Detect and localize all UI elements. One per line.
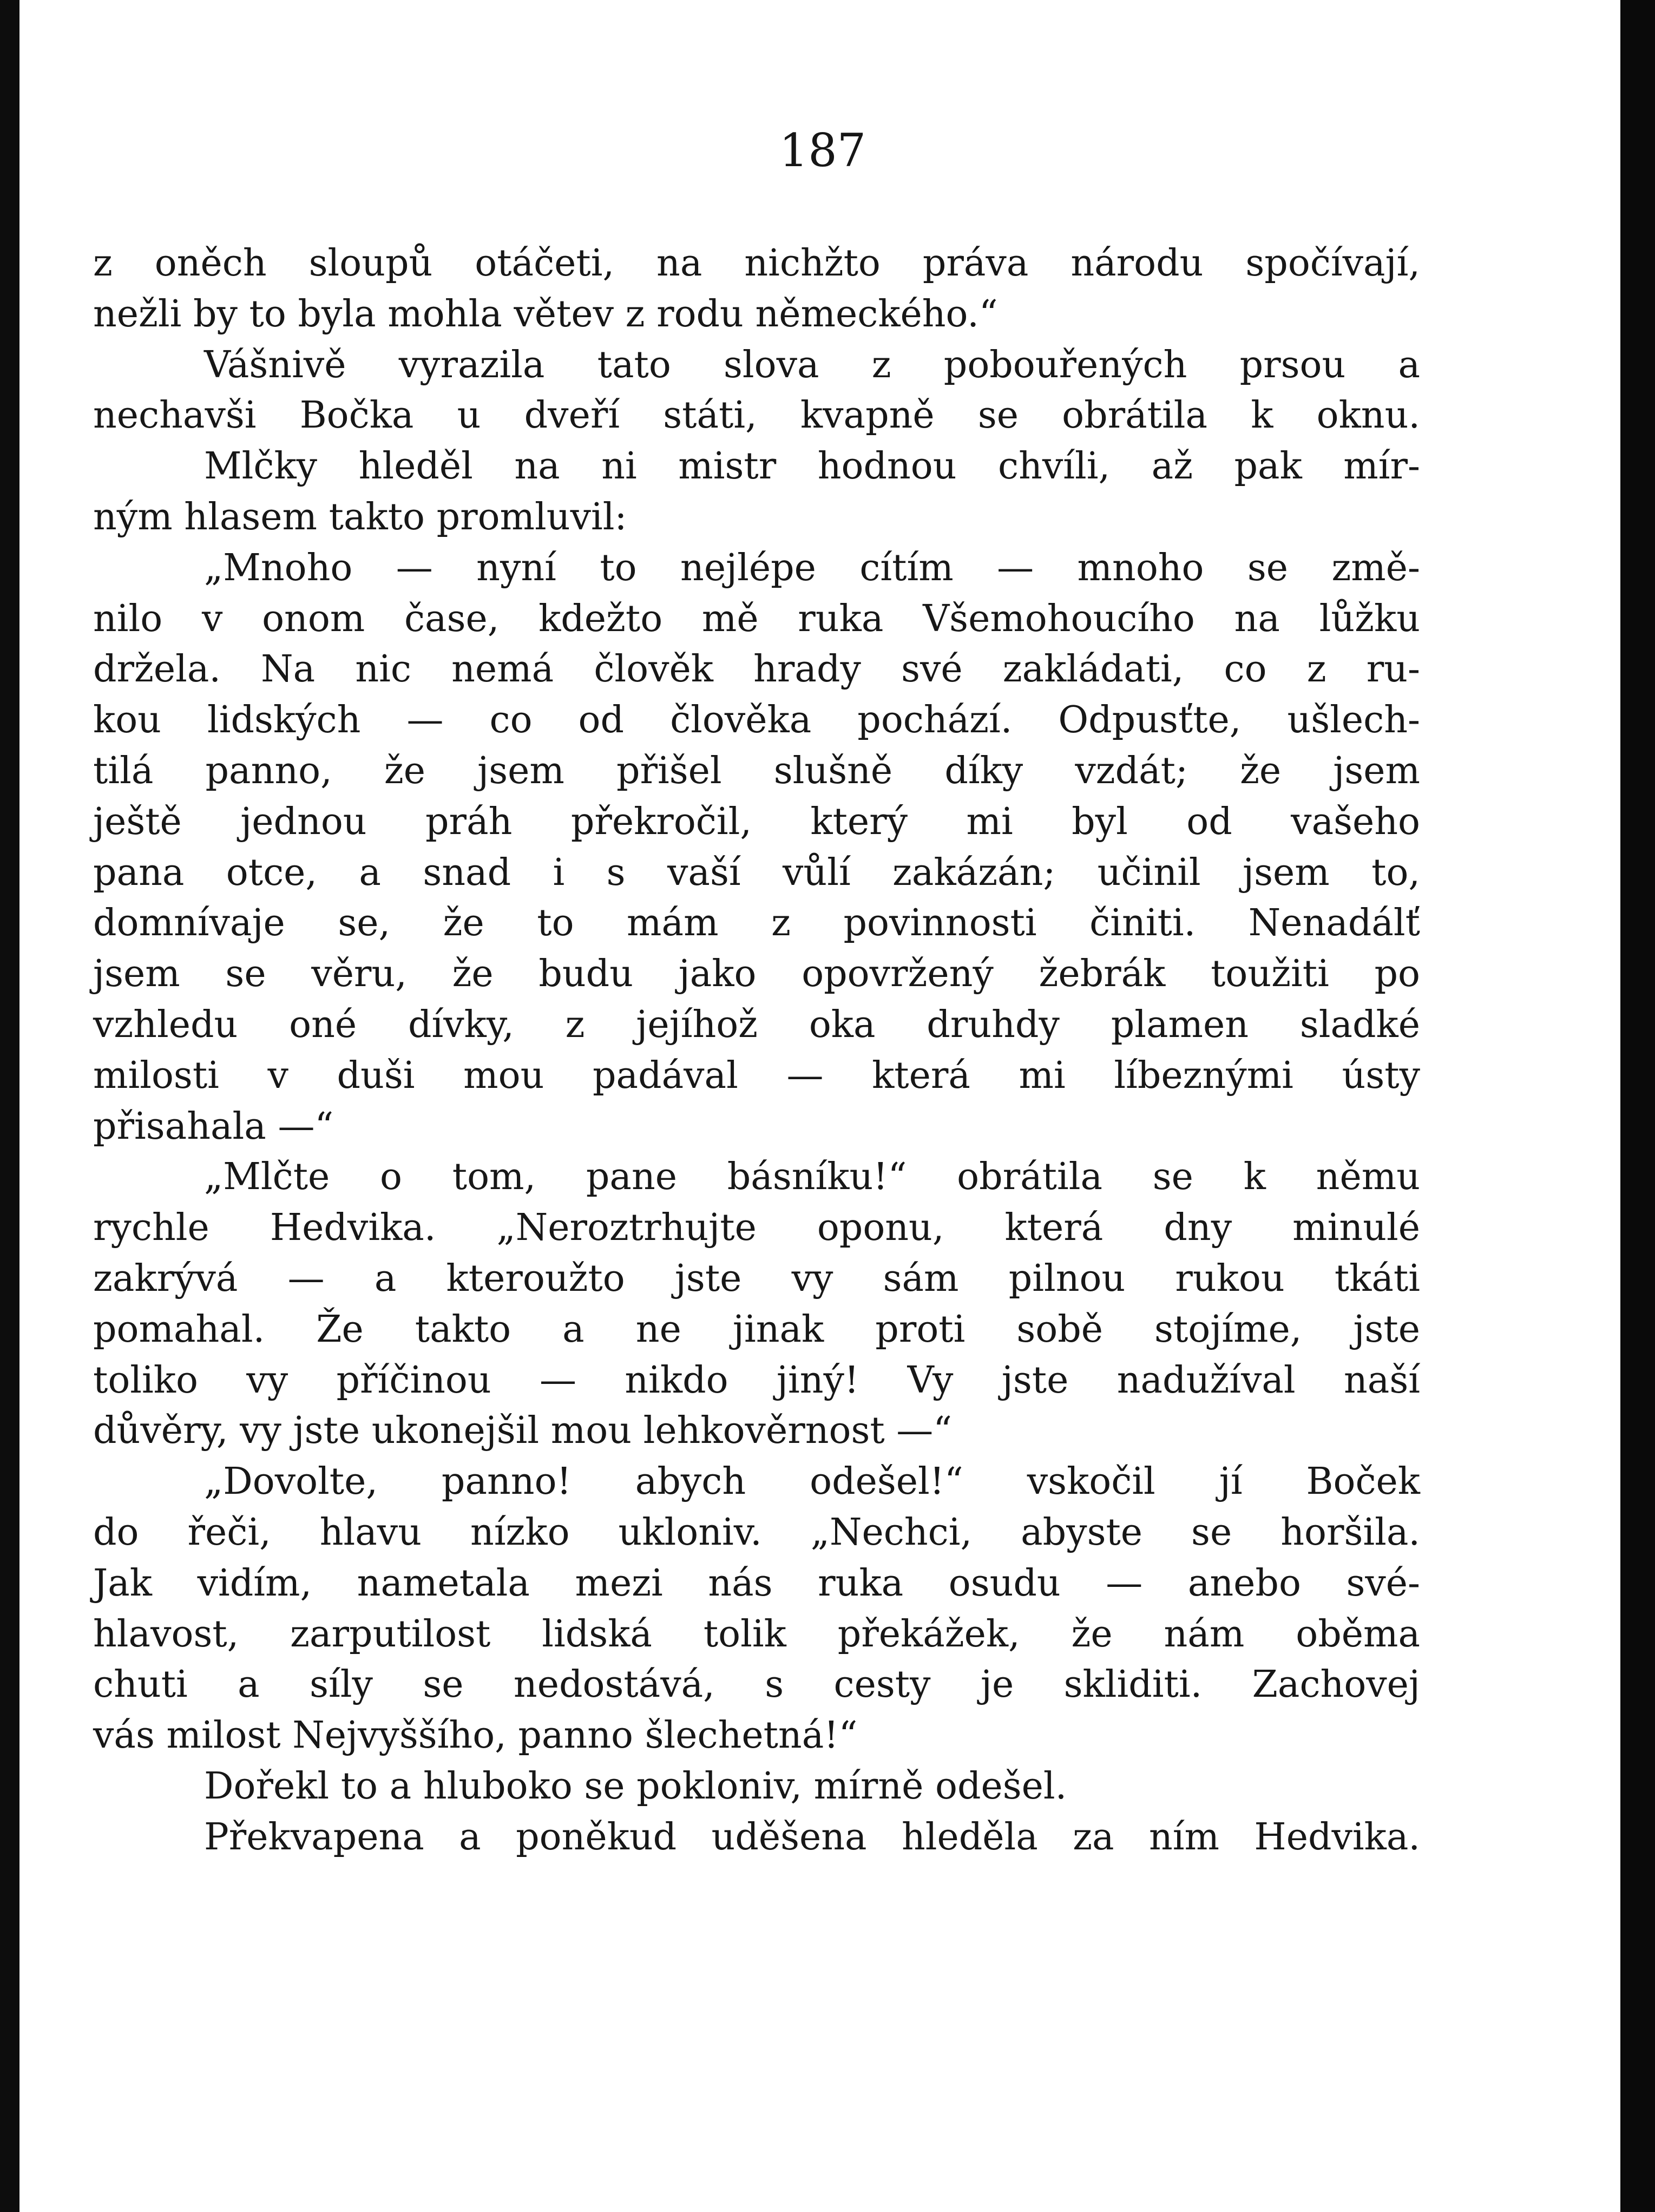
text-line: Vášnivě vyrazila tato slova z pobouřených prsou a [204,343,1420,386]
text-line: pana otce, a snad i s vaší vůlí zakázán; učinil jsem to, [93,851,1420,894]
text-line: rychle Hedvika. „Neroztrhujte oponu, která dny minulé [93,1206,1420,1250]
text-line: toliko vy příčinou — nikdo jiný! Vy jste nadužíval naší [93,1358,1420,1402]
text-line: tilá panno, že jsem přišel slušně díky vzdát; že jsem [93,749,1420,792]
text-line: Jak vidím, nametala mezi nás ruka osudu — anebo své- [93,1561,1420,1605]
book-page [19,0,1626,2212]
text-line: domnívaje se, že to mám z povinnosti činiti. Nenadálť [93,902,1420,945]
text-line: z oněch sloupů otáčeti, na nichžto práva národu spočívají, [93,242,1420,285]
text-line: Mlčky hleděl na ni mistr hodnou chvíli, až pak mír- [204,445,1420,488]
text-line: nežli by to byla mohla větev z rodu německého.“ [93,292,998,336]
text-line: „Dovolte, panno! abych odešel!“ vskočil jí Boček [204,1460,1420,1504]
text-line: „Mnoho — nyní to nejlépe cítím — mnoho se změ- [204,546,1420,589]
text-line: hlavost, zarputilost lidská tolik překážek, že nám oběma [93,1612,1420,1656]
page-number: 187 [779,124,866,177]
text-line: jsem se věru, že budu jako opovržený žebrák toužiti po [93,953,1420,996]
text-line: přisahala —“ [93,1105,334,1148]
text-line: nilo v onom čase, kdežto mě ruka Všemohoucího na lůžku [93,597,1420,640]
text-line: kou lidských — co od člověka pochází. Odpusťte, ušlech- [93,699,1420,742]
text-line: pomahal. Že takto a ne jinak proti sobě stojíme, jste [93,1308,1420,1351]
text-line: zakrývá — a kteroužto jste vy sám pilnou rukou tkáti [93,1257,1420,1300]
text-line: Dořekl to a hluboko se pokloniv, mírně odešel. [204,1764,1067,1808]
text-line: Překvapena a poněkud uděšena hleděla za ním Hedvika. [204,1815,1420,1859]
text-line: „Mlčte o tom, pane básníku!“ obrátila se k němu [204,1156,1420,1199]
text-line: vzhledu oné dívky, z jejíhož oka druhdy plamen sladké [93,1003,1420,1046]
body-text [93,238,1420,1863]
text-line: vás milost Nejvyššího, panno šlechetná!“ [93,1714,858,1757]
text-line: milosti v duši mou padával — která mi líbeznými ústy [93,1054,1420,1097]
text-line: chuti a síly se nedostává, s cesty je skliditi. Zachovej [93,1663,1420,1706]
text-line: ještě jednou práh překročil, který mi byl od vašeho [93,800,1420,843]
text-line: nechavši Bočka u dveří státi, kvapně se obrátila k oknu. [93,394,1420,437]
scan-edge [1620,0,1655,2212]
text-line: držela. Na nic nemá člověk hrady své zakládati, co z ru- [93,648,1420,691]
text-line: důvěry, vy jste ukonejšil mou lehkověrnost —“ [93,1409,953,1453]
text-line: do řeči, hlavu nízko ukloniv. „Nechci, abyste se horšila. [93,1511,1420,1554]
text-line: ným hlasem takto promluvil: [93,495,627,539]
